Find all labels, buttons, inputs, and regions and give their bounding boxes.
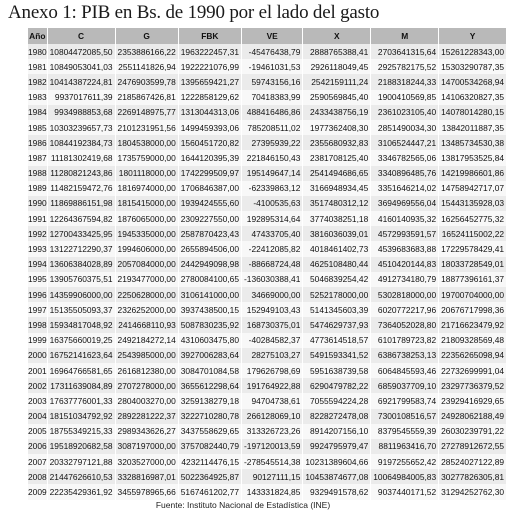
table-row: [28, 302, 507, 317]
value-cell: 2925782175,52: [371, 59, 439, 74]
value-cell: 15934817048,92: [47, 317, 115, 332]
table-row: [28, 196, 507, 211]
value-cell: 2250628000,00: [115, 287, 178, 302]
year-cell: 1980: [28, 44, 47, 59]
value-cell: 7364052028,80: [371, 317, 439, 332]
year-cell: 1985: [28, 120, 47, 135]
year-cell: 1988: [28, 166, 47, 181]
value-cell: 10303239657,73: [47, 120, 115, 135]
value-cell: 785208511,02: [242, 120, 303, 135]
table-row: [28, 317, 507, 332]
year-cell: 1995: [28, 272, 47, 287]
table-row: [28, 105, 507, 120]
table-body: [28, 44, 507, 500]
value-cell: 30277826305,81: [439, 469, 507, 484]
value-cell: 24928062188,49: [439, 409, 507, 424]
value-cell: 1815415000,00: [115, 196, 178, 211]
value-cell: 152949103,43: [242, 302, 303, 317]
value-cell: 94704738,61: [242, 393, 303, 408]
value-cell: 2989343626,27: [115, 424, 178, 439]
value-cell: 22732699991,04: [439, 363, 507, 378]
value-cell: 10064984005,83: [371, 469, 439, 484]
value-cell: 179626798,69: [242, 363, 303, 378]
value-cell: 2492184272,14: [115, 333, 178, 348]
value-cell: -19461031,53: [242, 59, 303, 74]
value-cell: 2804003270,00: [115, 393, 178, 408]
value-cell: 31294252762,30: [439, 484, 507, 499]
value-cell: 1994606000,00: [115, 241, 178, 256]
value-cell: 2057084000,00: [115, 257, 178, 272]
value-cell: 3455978965,66: [115, 484, 178, 499]
value-cell: 11482159472,76: [47, 181, 115, 196]
table-row: [28, 287, 507, 302]
table-row: [28, 363, 507, 378]
value-cell: 2355680932,83: [303, 135, 371, 150]
value-cell: 3203527000,00: [115, 454, 178, 469]
value-cell: 3340896485,76: [371, 166, 439, 181]
value-cell: 168730375,01: [242, 317, 303, 332]
value-cell: 4539683683,88: [371, 241, 439, 256]
value-cell: 1735759000,00: [115, 150, 178, 165]
value-cell: 2442949098,98: [178, 257, 241, 272]
value-cell: 1560451720,82: [178, 135, 241, 150]
value-cell: 22235429361,92: [47, 484, 115, 499]
value-cell: 1876065000,00: [115, 211, 178, 226]
value-cell: 8914207156,10: [303, 424, 371, 439]
value-cell: 6290479782,22: [303, 378, 371, 393]
value-cell: 10453874677,08: [303, 469, 371, 484]
value-cell: 18877396161,37: [439, 272, 507, 287]
value-cell: 192895314,64: [242, 211, 303, 226]
value-cell: 3437558629,65: [178, 424, 241, 439]
value-cell: 28524027122,89: [439, 454, 507, 469]
value-cell: 1499459393,06: [178, 120, 241, 135]
value-cell: 3166948934,45: [303, 181, 371, 196]
value-cell: 13905760375,51: [47, 272, 115, 287]
year-cell: 2001: [28, 363, 47, 378]
page-title: Anexo 1: PIB en Bs. de 1990 por el lado del gasto: [8, 2, 380, 23]
value-cell: 1742299509,97: [178, 166, 241, 181]
value-cell: 1945335000,00: [115, 226, 178, 241]
year-cell: 1997: [28, 302, 47, 317]
year-cell: 1992: [28, 226, 47, 241]
value-cell: 4018461402,73: [303, 241, 371, 256]
value-cell: 2433438756,19: [303, 105, 371, 120]
value-cell: 2587870423,43: [178, 226, 241, 241]
value-cell: 313326723,26: [242, 424, 303, 439]
value-cell: 221846150,43: [242, 150, 303, 165]
value-cell: 2888765388,41: [303, 44, 371, 59]
year-cell: 1983: [28, 90, 47, 105]
value-cell: -4100535,63: [242, 196, 303, 211]
table-header-row: [28, 28, 507, 44]
value-cell: 14078014280,15: [439, 105, 507, 120]
table-row: [28, 348, 507, 363]
value-cell: 3655612298,64: [178, 378, 241, 393]
value-cell: 6859037709,10: [371, 378, 439, 393]
value-cell: 3087197000,00: [115, 439, 178, 454]
value-cell: 13122712290,37: [47, 241, 115, 256]
value-cell: 15135505093,37: [47, 302, 115, 317]
value-cell: 3694969556,04: [371, 196, 439, 211]
value-cell: 1900410569,85: [371, 90, 439, 105]
value-cell: 2655894506,00: [178, 241, 241, 256]
value-cell: 10231389604,66: [303, 454, 371, 469]
table-row: [28, 226, 507, 241]
value-cell: 4232114476,15: [178, 454, 241, 469]
value-cell: 5087830235,92: [178, 317, 241, 332]
value-cell: 16964766581,65: [47, 363, 115, 378]
value-cell: 3346782565,06: [371, 150, 439, 165]
value-cell: 1313044313,06: [178, 105, 241, 120]
value-cell: 2542159111,24: [303, 74, 371, 89]
table-row: [28, 241, 507, 256]
value-cell: 2926118049,45: [303, 59, 371, 74]
table-row: [28, 211, 507, 226]
table-row: [28, 44, 507, 59]
table-row: [28, 333, 507, 348]
value-cell: 2707278000,00: [115, 378, 178, 393]
table-row: [28, 150, 507, 165]
value-cell: 9197255652,42: [371, 454, 439, 469]
value-cell: 1801118000,00: [115, 166, 178, 181]
value-cell: 13842011887,35: [439, 120, 507, 135]
value-cell: 4160140935,32: [371, 211, 439, 226]
table-row: [28, 439, 507, 454]
column-header: X: [303, 28, 371, 44]
value-cell: 5474629737,93: [303, 317, 371, 332]
value-cell: 2326252000,00: [115, 302, 178, 317]
value-cell: 7300108516,57: [371, 409, 439, 424]
value-cell: 3816036039,01: [303, 226, 371, 241]
value-cell: 2193477000,00: [115, 272, 178, 287]
value-cell: 15443135928,03: [439, 196, 507, 211]
value-cell: -45476438,79: [242, 44, 303, 59]
value-cell: 8811963416,70: [371, 439, 439, 454]
value-cell: 2185867426,81: [115, 90, 178, 105]
value-cell: 9037440171,52: [371, 484, 439, 499]
value-cell: 2851490034,30: [371, 120, 439, 135]
table-row: [28, 74, 507, 89]
value-cell: 15261228343,00: [439, 44, 507, 59]
value-cell: 14359906000,00: [47, 287, 115, 302]
value-cell: 12264367594,82: [47, 211, 115, 226]
value-cell: 1644120395,39: [178, 150, 241, 165]
value-cell: 488416486,86: [242, 105, 303, 120]
table-row: [28, 409, 507, 424]
value-cell: 9329491578,62: [303, 484, 371, 499]
value-cell: 1706846387,00: [178, 181, 241, 196]
value-cell: 13606384028,89: [47, 257, 115, 272]
table-row: [28, 59, 507, 74]
table-row: [28, 469, 507, 484]
value-cell: 10804472085,50: [47, 44, 115, 59]
value-cell: 191764922,88: [242, 378, 303, 393]
value-cell: -136030388,41: [242, 272, 303, 287]
value-cell: 2703641315,64: [371, 44, 439, 59]
value-cell: 14700534268,94: [439, 74, 507, 89]
value-cell: 3937438500,15: [178, 302, 241, 317]
source-note: Fuente: Instituto Nacional de Estadística (INE): [155, 500, 331, 510]
value-cell: 2551141826,94: [115, 59, 178, 74]
value-cell: 1939424555,60: [178, 196, 241, 211]
value-cell: 28275103,27: [242, 348, 303, 363]
value-cell: 266128069,10: [242, 409, 303, 424]
value-cell: 21716623479,92: [439, 317, 507, 332]
value-cell: 8228272478,08: [303, 409, 371, 424]
value-cell: 6921799583,74: [371, 393, 439, 408]
value-cell: 1977362408,30: [303, 120, 371, 135]
table-row: [28, 181, 507, 196]
value-cell: -278545514,38: [242, 454, 303, 469]
value-cell: 2101231951,56: [115, 120, 178, 135]
value-cell: 2541494686,65: [303, 166, 371, 181]
value-cell: 14758942717,07: [439, 181, 507, 196]
value-cell: 2353886166,22: [115, 44, 178, 59]
value-cell: 70418383,99: [242, 90, 303, 105]
value-cell: 195149647,14: [242, 166, 303, 181]
value-cell: 2414668110,93: [115, 317, 178, 332]
value-cell: 1922221076,99: [178, 59, 241, 74]
table-row: [28, 135, 507, 150]
value-cell: -22412085,82: [242, 241, 303, 256]
value-cell: 3328816987,01: [115, 469, 178, 484]
year-cell: 2005: [28, 424, 47, 439]
value-cell: 11869886151,98: [47, 196, 115, 211]
value-cell: 19700704000,00: [439, 287, 507, 302]
value-cell: 18033728549,01: [439, 257, 507, 272]
value-cell: 143331824,85: [242, 484, 303, 499]
column-header: M: [371, 28, 439, 44]
value-cell: 2590569845,40: [303, 90, 371, 105]
column-header: C: [47, 28, 115, 44]
value-cell: 26030239791,22: [439, 424, 507, 439]
year-cell: 2006: [28, 439, 47, 454]
year-cell: 1991: [28, 211, 47, 226]
value-cell: 2361023105,40: [371, 105, 439, 120]
year-cell: 1994: [28, 257, 47, 272]
value-cell: 18755349215,33: [47, 424, 115, 439]
value-cell: 9937017611,39: [47, 90, 115, 105]
value-cell: 34669000,00: [242, 287, 303, 302]
value-cell: 1222858129,62: [178, 90, 241, 105]
value-cell: 47433705,40: [242, 226, 303, 241]
value-cell: 2892281222,37: [115, 409, 178, 424]
value-cell: 21447626610,53: [47, 469, 115, 484]
value-cell: 2188318244,33: [371, 74, 439, 89]
year-cell: 1987: [28, 150, 47, 165]
year-cell: 1986: [28, 135, 47, 150]
value-cell: 6386738253,13: [371, 348, 439, 363]
value-cell: 9924795979,47: [303, 439, 371, 454]
year-cell: 1993: [28, 241, 47, 256]
value-cell: 5022364925,87: [178, 469, 241, 484]
value-cell: 16256452775,32: [439, 211, 507, 226]
value-cell: 5167461202,77: [178, 484, 241, 499]
value-cell: 14106320827,35: [439, 90, 507, 105]
year-cell: 2008: [28, 469, 47, 484]
value-cell: 11280821243,86: [47, 166, 115, 181]
column-header: VE: [242, 28, 303, 44]
value-cell: 2780084100,65: [178, 272, 241, 287]
value-cell: -40284582,37: [242, 333, 303, 348]
value-cell: 5302818000,00: [371, 287, 439, 302]
value-cell: 3084701084,58: [178, 363, 241, 378]
value-cell: 4773614518,57: [303, 333, 371, 348]
value-cell: 59743156,16: [242, 74, 303, 89]
value-cell: 19518920682,58: [47, 439, 115, 454]
year-cell: 2000: [28, 348, 47, 363]
value-cell: 20332797121,88: [47, 454, 115, 469]
table-row: [28, 393, 507, 408]
value-cell: 1963222457,31: [178, 44, 241, 59]
table-row: [28, 166, 507, 181]
value-cell: 4912734180,79: [371, 272, 439, 287]
column-header: Y: [439, 28, 507, 44]
year-cell: 1984: [28, 105, 47, 120]
value-cell: 3927006283,64: [178, 348, 241, 363]
value-cell: 3351646214,02: [371, 181, 439, 196]
value-cell: 27278912672,55: [439, 439, 507, 454]
value-cell: 4310603475,80: [178, 333, 241, 348]
pib-table: [28, 28, 507, 500]
value-cell: 17229578429,41: [439, 241, 507, 256]
value-cell: 2543985000,00: [115, 348, 178, 363]
year-cell: 2007: [28, 454, 47, 469]
value-cell: 2381708125,40: [303, 150, 371, 165]
year-cell: 2004: [28, 409, 47, 424]
value-cell: 16524115002,22: [439, 226, 507, 241]
value-cell: 17637776001,33: [47, 393, 115, 408]
year-cell: 1982: [28, 74, 47, 89]
year-cell: 1996: [28, 287, 47, 302]
year-cell: 2009: [28, 484, 47, 499]
table-row: [28, 454, 507, 469]
value-cell: 5141345603,39: [303, 302, 371, 317]
value-cell: 2616812380,00: [115, 363, 178, 378]
value-cell: 4625108480,44: [303, 257, 371, 272]
year-cell: 1999: [28, 333, 47, 348]
value-cell: 16752141623,64: [47, 348, 115, 363]
value-cell: 3106524447,21: [371, 135, 439, 150]
value-cell: 13817953525,84: [439, 150, 507, 165]
value-cell: -88668724,48: [242, 257, 303, 272]
value-cell: 6101789723,82: [371, 333, 439, 348]
value-cell: 10849053041,03: [47, 59, 115, 74]
value-cell: 6020772217,96: [371, 302, 439, 317]
value-cell: 3757082440,79: [178, 439, 241, 454]
table-row: [28, 257, 507, 272]
value-cell: 7055594224,28: [303, 393, 371, 408]
table-row: [28, 424, 507, 439]
value-cell: 27395939,22: [242, 135, 303, 150]
value-cell: 4510420144,83: [371, 257, 439, 272]
value-cell: 90127111,15: [242, 469, 303, 484]
value-cell: 10844192384,73: [47, 135, 115, 150]
value-cell: 3259138279,18: [178, 393, 241, 408]
year-cell: 1998: [28, 317, 47, 332]
value-cell: 13485734530,38: [439, 135, 507, 150]
column-header: Año: [28, 28, 47, 44]
value-cell: 5491593341,52: [303, 348, 371, 363]
year-cell: 2003: [28, 393, 47, 408]
value-cell: 1804538000,00: [115, 135, 178, 150]
value-cell: 12700433425,95: [47, 226, 115, 241]
value-cell: 2476903599,78: [115, 74, 178, 89]
value-cell: 23929416929,65: [439, 393, 507, 408]
value-cell: 2309227550,00: [178, 211, 241, 226]
value-cell: 2269148975,77: [115, 105, 178, 120]
value-cell: 21809328569,48: [439, 333, 507, 348]
value-cell: 14219986601,86: [439, 166, 507, 181]
value-cell: 5252178000,00: [303, 287, 371, 302]
value-cell: 10414387224,81: [47, 74, 115, 89]
value-cell: 3106141000,00: [178, 287, 241, 302]
table-row: [28, 90, 507, 105]
value-cell: 8379545559,39: [371, 424, 439, 439]
value-cell: 4572993591,57: [371, 226, 439, 241]
column-header: G: [115, 28, 178, 44]
value-cell: 3517480312,12: [303, 196, 371, 211]
column-header: FBK: [178, 28, 241, 44]
value-cell: 18151034792,92: [47, 409, 115, 424]
value-cell: 3774038251,18: [303, 211, 371, 226]
value-cell: 5046839254,42: [303, 272, 371, 287]
value-cell: 5951638739,58: [303, 363, 371, 378]
year-cell: 2002: [28, 378, 47, 393]
value-cell: 11181302419,68: [47, 150, 115, 165]
table-row: [28, 378, 507, 393]
value-cell: 20676717998,36: [439, 302, 507, 317]
value-cell: 1395659421,27: [178, 74, 241, 89]
table-row: [28, 120, 507, 135]
value-cell: 1816974000,00: [115, 181, 178, 196]
table-row: [28, 484, 507, 499]
value-cell: 3222710280,78: [178, 409, 241, 424]
year-cell: 1990: [28, 196, 47, 211]
value-cell: 6064845593,46: [371, 363, 439, 378]
table-row: [28, 272, 507, 287]
value-cell: 23297736379,52: [439, 378, 507, 393]
year-cell: 1981: [28, 59, 47, 74]
value-cell: 15303290787,35: [439, 59, 507, 74]
year-cell: 1989: [28, 181, 47, 196]
value-cell: 16375660019,25: [47, 333, 115, 348]
value-cell: 17311639084,89: [47, 378, 115, 393]
value-cell: -62339863,12: [242, 181, 303, 196]
value-cell: 22356265098,94: [439, 348, 507, 363]
value-cell: 9934988853,68: [47, 105, 115, 120]
value-cell: -197120013,59: [242, 439, 303, 454]
